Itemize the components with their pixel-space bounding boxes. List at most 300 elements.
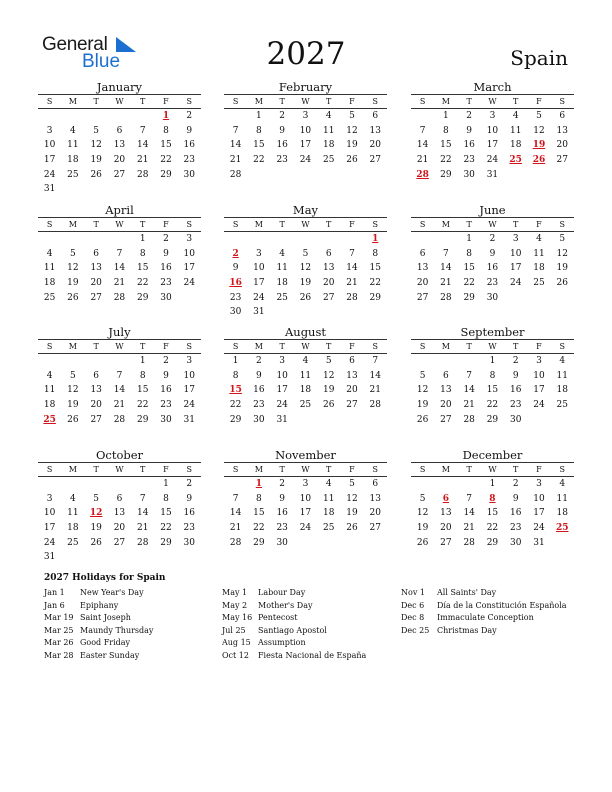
day-cell: 10 bbox=[486, 125, 499, 136]
day-cell: 25 bbox=[322, 155, 335, 166]
empty-day-cell bbox=[340, 536, 363, 551]
day-cell: 20 bbox=[90, 278, 102, 289]
day-cell: 24 bbox=[533, 523, 545, 534]
empty-day-cell bbox=[340, 168, 363, 183]
weekday-label: T bbox=[93, 220, 99, 229]
day-cell: 15 bbox=[253, 508, 265, 519]
weekday-label: W bbox=[301, 342, 310, 351]
day-cell: 10 bbox=[43, 140, 56, 151]
day-cell: 13 bbox=[556, 125, 568, 136]
holiday-date: Mar 19 bbox=[44, 613, 74, 623]
week-row bbox=[38, 261, 201, 276]
day-cell: 13 bbox=[90, 263, 102, 274]
day-cell: 9 bbox=[279, 125, 286, 136]
day-cell: 13 bbox=[369, 493, 381, 504]
week-row bbox=[38, 536, 201, 551]
empty-day-cell bbox=[61, 550, 84, 565]
day-cell: 30 bbox=[229, 307, 242, 318]
month-august bbox=[224, 325, 387, 427]
day-cell: 6 bbox=[93, 248, 100, 259]
week-row bbox=[224, 247, 387, 262]
empty-day-cell bbox=[364, 168, 387, 183]
day-cell: 2 bbox=[256, 356, 262, 366]
weekday-label: F bbox=[163, 465, 169, 474]
holiday-name: Easter Sunday bbox=[80, 650, 140, 660]
week-row bbox=[38, 413, 201, 428]
day-cell: 5 bbox=[349, 479, 355, 489]
day-cell: 15 bbox=[369, 263, 381, 274]
week-row bbox=[224, 413, 387, 428]
empty-day-cell bbox=[61, 354, 84, 369]
day-cell: 7 bbox=[139, 125, 146, 136]
month-december bbox=[411, 448, 574, 550]
empty-day-cell bbox=[85, 354, 108, 369]
holiday-day-cell: 26 bbox=[532, 155, 546, 166]
week-row bbox=[38, 291, 201, 306]
day-cell: 16 bbox=[463, 140, 475, 151]
day-cell: 27 bbox=[416, 292, 429, 303]
empty-day-cell bbox=[108, 232, 131, 247]
holiday-item bbox=[222, 600, 366, 613]
day-cell: 8 bbox=[256, 125, 262, 136]
day-cell: 10 bbox=[183, 370, 195, 381]
week-row bbox=[411, 536, 574, 551]
day-cell: 6 bbox=[116, 125, 123, 136]
month-title: October bbox=[95, 448, 144, 462]
day-cell: 2 bbox=[489, 234, 496, 244]
empty-day-cell bbox=[38, 354, 61, 369]
holiday-date: Dec 25 bbox=[401, 625, 430, 635]
day-cell: 15 bbox=[160, 508, 172, 519]
week-row bbox=[224, 276, 387, 291]
weekday-label: S bbox=[559, 220, 565, 229]
week-row bbox=[38, 124, 201, 139]
weekday-label: S bbox=[186, 97, 192, 106]
weekday-label: T bbox=[140, 97, 146, 106]
day-cell: 4 bbox=[279, 248, 286, 259]
week-row bbox=[224, 477, 387, 492]
holiday-name: New Year's Day bbox=[80, 588, 144, 597]
day-cell: 12 bbox=[416, 508, 429, 519]
day-cell: 29 bbox=[369, 292, 381, 303]
day-cell: 3 bbox=[489, 111, 496, 121]
day-cell: 12 bbox=[322, 370, 335, 381]
day-cell: 18 bbox=[322, 140, 335, 151]
day-cell: 8 bbox=[466, 248, 473, 259]
day-cell: 12 bbox=[67, 385, 79, 396]
empty-day-cell bbox=[340, 232, 363, 247]
day-cell: 7 bbox=[116, 370, 123, 381]
day-cell: 19 bbox=[416, 400, 429, 411]
day-cell: 8 bbox=[163, 125, 169, 136]
day-cell: 23 bbox=[276, 523, 288, 534]
day-cell: 9 bbox=[466, 125, 473, 136]
holiday-item bbox=[222, 650, 366, 663]
day-cell: 5 bbox=[419, 370, 426, 381]
holiday-item bbox=[222, 625, 366, 638]
day-cell: 23 bbox=[463, 155, 475, 166]
weekday-label: T bbox=[513, 465, 519, 474]
day-cell: 28 bbox=[136, 537, 149, 548]
day-cell: 19 bbox=[90, 523, 102, 534]
week-row bbox=[38, 506, 201, 521]
weekday-label: F bbox=[349, 465, 355, 474]
day-cell: 23 bbox=[276, 155, 288, 166]
day-cell: 18 bbox=[43, 400, 56, 411]
empty-day-cell bbox=[271, 232, 294, 247]
day-cell: 25 bbox=[299, 400, 312, 411]
day-cell: 31 bbox=[43, 184, 56, 195]
day-cell: 7 bbox=[139, 493, 146, 504]
day-cell: 10 bbox=[299, 493, 312, 504]
day-cell: 15 bbox=[463, 263, 475, 274]
empty-day-cell bbox=[411, 109, 434, 124]
week-row bbox=[38, 276, 201, 291]
week-row bbox=[224, 383, 387, 398]
day-cell: 18 bbox=[322, 508, 335, 519]
week-row bbox=[224, 369, 387, 384]
day-cell: 18 bbox=[67, 155, 79, 166]
empty-day-cell bbox=[108, 109, 131, 124]
day-cell: 22 bbox=[136, 400, 149, 411]
holiday-date: May 16 bbox=[222, 613, 253, 623]
weekday-label: F bbox=[536, 97, 542, 106]
weekday-label: T bbox=[326, 97, 332, 106]
day-cell: 22 bbox=[160, 155, 172, 166]
weekday-label: T bbox=[140, 220, 146, 229]
day-cell: 20 bbox=[556, 140, 568, 151]
day-cell: 28 bbox=[113, 414, 126, 425]
week-row bbox=[411, 153, 574, 168]
day-cell: 24 bbox=[276, 400, 288, 411]
empty-day-cell bbox=[131, 182, 154, 197]
month-november bbox=[224, 448, 387, 550]
week-row bbox=[411, 276, 574, 291]
day-cell: 17 bbox=[43, 523, 56, 534]
day-cell: 25 bbox=[43, 292, 56, 303]
day-cell: 8 bbox=[443, 125, 449, 136]
day-cell: 13 bbox=[369, 125, 381, 136]
day-cell: 8 bbox=[232, 370, 239, 381]
day-cell: 9 bbox=[186, 125, 193, 136]
empty-day-cell bbox=[38, 232, 61, 247]
holiday-date: Oct 12 bbox=[222, 650, 249, 660]
weekday-header bbox=[411, 217, 574, 232]
holiday-item bbox=[222, 587, 366, 600]
holiday-name: Assumption bbox=[258, 638, 306, 648]
month-title: June bbox=[479, 203, 506, 217]
day-cell: 3 bbox=[256, 248, 262, 259]
month-title: April bbox=[105, 203, 134, 217]
day-cell: 13 bbox=[322, 263, 335, 274]
day-cell: 4 bbox=[70, 493, 76, 504]
holiday-day-cell: 2 bbox=[232, 248, 239, 259]
day-cell: 25 bbox=[322, 523, 335, 534]
empty-day-cell bbox=[178, 550, 201, 565]
day-cell: 17 bbox=[183, 263, 195, 274]
weekday-label: T bbox=[279, 220, 285, 229]
day-cell: 5 bbox=[70, 370, 76, 381]
day-cell: 21 bbox=[346, 278, 358, 289]
empty-day-cell bbox=[527, 413, 550, 428]
holiday-day-cell: 15 bbox=[229, 385, 242, 396]
holiday-date: Jan 6 bbox=[44, 600, 65, 610]
day-cell: 4 bbox=[302, 356, 309, 366]
week-row bbox=[411, 109, 574, 124]
holiday-day-cell: 25 bbox=[509, 155, 522, 166]
holiday-item bbox=[44, 587, 153, 600]
day-cell: 26 bbox=[322, 400, 335, 411]
weekday-label: T bbox=[513, 220, 519, 229]
empty-day-cell bbox=[551, 536, 574, 551]
day-cell: 26 bbox=[346, 155, 358, 166]
day-cell: 26 bbox=[346, 523, 358, 534]
empty-day-cell bbox=[224, 109, 247, 124]
holiday-name: Epiphany bbox=[80, 600, 119, 610]
day-cell: 22 bbox=[253, 523, 265, 534]
day-cell: 30 bbox=[160, 292, 172, 303]
holiday-date: Mar 26 bbox=[44, 638, 74, 648]
holiday-item bbox=[44, 600, 153, 613]
day-cell: 14 bbox=[113, 263, 126, 274]
day-cell: 8 bbox=[372, 248, 379, 259]
weekday-label: T bbox=[466, 220, 472, 229]
day-cell: 24 bbox=[533, 400, 545, 411]
day-cell: 21 bbox=[440, 278, 452, 289]
holiday-name: Día de la Constitución Española bbox=[437, 600, 567, 610]
weekday-label: S bbox=[232, 465, 239, 474]
day-cell: 14 bbox=[463, 385, 475, 396]
day-cell: 27 bbox=[346, 400, 358, 411]
week-row bbox=[38, 182, 201, 197]
weekday-header bbox=[411, 462, 574, 477]
day-cell: 20 bbox=[369, 508, 381, 519]
day-cell: 24 bbox=[486, 155, 499, 166]
day-cell: 20 bbox=[440, 523, 452, 534]
holidays-title: 2027 Holidays for Spain bbox=[44, 573, 166, 583]
empty-day-cell bbox=[317, 413, 340, 428]
month-title: May bbox=[292, 203, 319, 217]
day-cell: 14 bbox=[229, 508, 242, 519]
weekday-label: M bbox=[68, 465, 77, 474]
day-cell: 28 bbox=[369, 400, 381, 411]
month-february bbox=[224, 80, 387, 182]
week-row bbox=[411, 369, 574, 384]
day-cell: 26 bbox=[90, 537, 102, 548]
week-row bbox=[411, 477, 574, 492]
empty-day-cell bbox=[271, 168, 294, 183]
day-cell: 29 bbox=[486, 414, 499, 425]
day-cell: 4 bbox=[512, 111, 519, 121]
empty-day-cell bbox=[38, 477, 61, 492]
empty-day-cell bbox=[340, 413, 363, 428]
day-cell: 7 bbox=[466, 370, 473, 381]
day-cell: 1 bbox=[256, 111, 262, 121]
day-cell: 17 bbox=[183, 385, 195, 396]
day-cell: 18 bbox=[533, 263, 545, 274]
day-cell: 21 bbox=[113, 278, 126, 289]
day-cell: 6 bbox=[349, 356, 355, 366]
month-july bbox=[38, 325, 201, 427]
day-cell: 19 bbox=[90, 155, 102, 166]
week-row bbox=[224, 492, 387, 507]
day-cell: 11 bbox=[509, 125, 522, 136]
day-cell: 6 bbox=[419, 248, 426, 259]
day-cell: 29 bbox=[253, 537, 265, 548]
empty-day-cell bbox=[61, 109, 84, 124]
day-cell: 11 bbox=[67, 140, 79, 151]
day-cell: 31 bbox=[43, 552, 56, 563]
weekday-label: M bbox=[254, 97, 263, 106]
day-cell: 20 bbox=[113, 523, 126, 534]
day-cell: 5 bbox=[419, 493, 426, 504]
week-row bbox=[411, 291, 574, 306]
day-cell: 16 bbox=[276, 140, 288, 151]
week-row bbox=[38, 232, 201, 247]
weekday-label: T bbox=[326, 342, 332, 351]
day-cell: 31 bbox=[533, 537, 545, 548]
day-cell: 10 bbox=[253, 263, 265, 274]
day-cell: 15 bbox=[136, 263, 149, 274]
day-cell: 28 bbox=[440, 292, 452, 303]
day-cell: 10 bbox=[509, 248, 522, 259]
day-cell: 4 bbox=[559, 356, 566, 366]
empty-day-cell bbox=[294, 305, 317, 320]
day-cell: 3 bbox=[186, 234, 193, 244]
weekday-label: T bbox=[140, 342, 146, 351]
holiday-day-cell: 28 bbox=[416, 169, 429, 180]
week-row bbox=[224, 536, 387, 551]
day-cell: 22 bbox=[463, 278, 475, 289]
month-title: August bbox=[284, 325, 326, 339]
weekday-label: F bbox=[349, 342, 355, 351]
day-cell: 1 bbox=[489, 479, 496, 489]
weekday-label: W bbox=[488, 220, 497, 229]
weekday-label: T bbox=[93, 97, 99, 106]
day-cell: 13 bbox=[346, 370, 358, 381]
day-cell: 26 bbox=[556, 278, 568, 289]
weekday-label: T bbox=[466, 342, 472, 351]
holiday-day-cell: 25 bbox=[555, 523, 569, 534]
weekday-header bbox=[411, 94, 574, 109]
day-cell: 28 bbox=[136, 169, 149, 180]
weekday-header bbox=[411, 339, 574, 354]
country-name: Spain bbox=[510, 46, 568, 70]
day-cell: 14 bbox=[113, 385, 126, 396]
empty-day-cell bbox=[85, 550, 108, 565]
weekday-label: F bbox=[163, 97, 169, 106]
day-cell: 4 bbox=[325, 111, 332, 121]
empty-day-cell bbox=[85, 109, 108, 124]
day-cell: 11 bbox=[556, 493, 568, 504]
empty-day-cell bbox=[458, 354, 481, 369]
day-cell: 7 bbox=[443, 248, 449, 259]
day-cell: 27 bbox=[440, 414, 452, 425]
empty-day-cell bbox=[131, 477, 154, 492]
week-row bbox=[411, 383, 574, 398]
holiday-name: Labour Day bbox=[258, 588, 306, 597]
holiday-date: May 2 bbox=[222, 600, 248, 610]
month-title: December bbox=[462, 448, 523, 462]
week-row bbox=[38, 492, 201, 507]
week-row bbox=[411, 138, 574, 153]
month-june bbox=[411, 203, 574, 305]
empty-day-cell bbox=[294, 168, 317, 183]
day-cell: 2 bbox=[186, 479, 193, 489]
holiday-item bbox=[401, 587, 567, 600]
day-cell: 13 bbox=[113, 140, 126, 151]
month-title: February bbox=[278, 80, 333, 94]
weekday-header bbox=[38, 94, 201, 109]
week-row bbox=[224, 232, 387, 247]
empty-day-cell bbox=[61, 182, 84, 197]
day-cell: 9 bbox=[256, 370, 262, 381]
day-cell: 17 bbox=[276, 385, 288, 396]
day-cell: 3 bbox=[279, 356, 286, 366]
day-cell: 14 bbox=[440, 263, 452, 274]
day-cell: 16 bbox=[509, 385, 522, 396]
weekday-label: T bbox=[466, 97, 472, 106]
day-cell: 23 bbox=[486, 278, 499, 289]
day-cell: 20 bbox=[416, 278, 429, 289]
weekday-label: S bbox=[46, 220, 53, 229]
day-cell: 12 bbox=[556, 248, 568, 259]
week-row bbox=[38, 168, 201, 183]
weekday-label: S bbox=[186, 465, 192, 474]
day-cell: 23 bbox=[509, 400, 522, 411]
day-cell: 6 bbox=[325, 248, 332, 259]
day-cell: 17 bbox=[253, 278, 265, 289]
day-cell: 23 bbox=[229, 292, 242, 303]
weekday-label: S bbox=[372, 465, 378, 474]
day-cell: 29 bbox=[229, 414, 242, 425]
day-cell: 16 bbox=[183, 140, 195, 151]
holiday-day-cell: 1 bbox=[162, 111, 170, 121]
day-cell: 23 bbox=[253, 400, 265, 411]
day-cell: 24 bbox=[253, 292, 265, 303]
empty-day-cell bbox=[504, 168, 527, 183]
day-cell: 15 bbox=[136, 385, 149, 396]
day-cell: 25 bbox=[276, 292, 288, 303]
day-cell: 4 bbox=[325, 479, 332, 489]
holiday-day-cell: 25 bbox=[43, 414, 56, 425]
day-cell: 20 bbox=[369, 140, 381, 151]
day-cell: 13 bbox=[90, 385, 102, 396]
weekday-label: S bbox=[232, 220, 239, 229]
day-cell: 29 bbox=[160, 537, 172, 548]
day-cell: 19 bbox=[299, 278, 312, 289]
day-cell: 16 bbox=[486, 263, 499, 274]
holiday-date: Mar 25 bbox=[44, 625, 74, 635]
day-cell: 16 bbox=[183, 508, 195, 519]
empty-day-cell bbox=[504, 291, 527, 306]
weekday-label: T bbox=[279, 342, 285, 351]
day-cell: 19 bbox=[346, 508, 358, 519]
weekday-label: W bbox=[115, 97, 124, 106]
holiday-name: Santiago Apostol bbox=[258, 625, 327, 635]
day-cell: 7 bbox=[232, 493, 239, 504]
day-cell: 18 bbox=[67, 523, 79, 534]
day-cell: 21 bbox=[369, 385, 381, 396]
day-cell: 8 bbox=[163, 493, 169, 504]
weekday-label: S bbox=[46, 465, 53, 474]
day-cell: 24 bbox=[183, 400, 195, 411]
empty-day-cell bbox=[364, 413, 387, 428]
day-cell: 26 bbox=[299, 292, 312, 303]
day-cell: 21 bbox=[229, 523, 242, 534]
empty-day-cell bbox=[294, 232, 317, 247]
day-cell: 6 bbox=[372, 111, 379, 121]
